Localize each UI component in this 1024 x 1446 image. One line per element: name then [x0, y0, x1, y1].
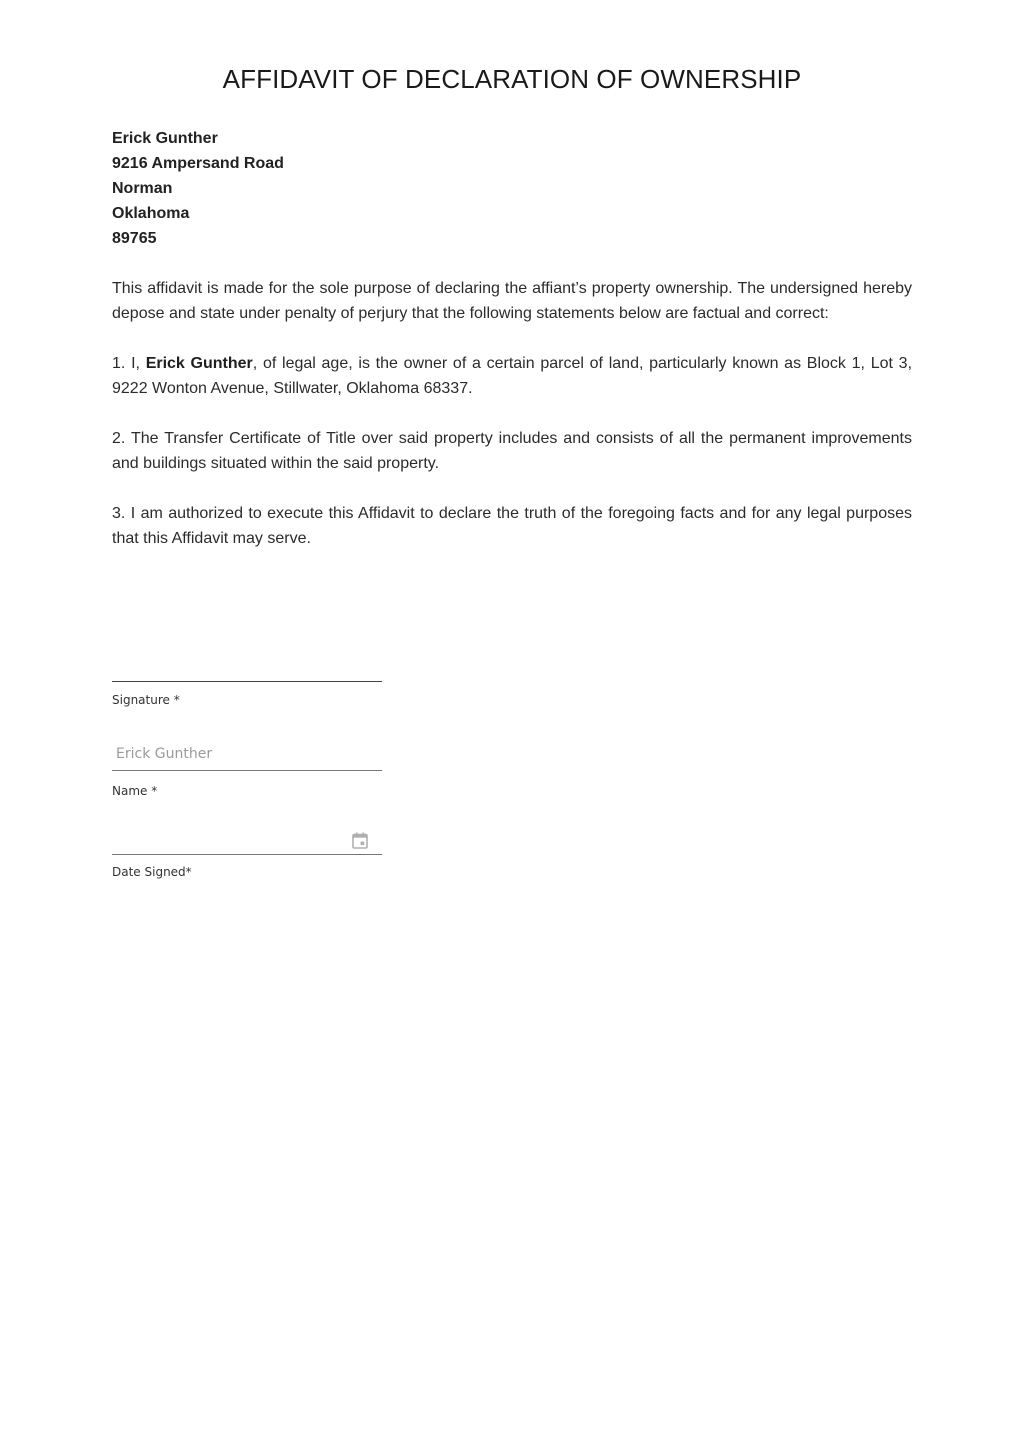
affiant-address-block — [112, 126, 284, 251]
signature-field[interactable] — [112, 681, 382, 682]
statement-1-text: , of legal age, is the owner of a certain parcel of land, particularly known as Block 1, Lot 3, 9222 Wonton Avenue, Stillwater, Oklahoma 68337. — [112, 355, 913, 397]
statement-1-name: Erick Gunther — [145, 355, 253, 372]
statement-2: 2. The Transfer Certificate of Title over said property includes and consists of all the permanent improvements and buildings situated within the said property. — [112, 430, 912, 472]
statement-1 — [112, 351, 912, 401]
affiant-street: 9216 Ampersand Road — [112, 155, 284, 172]
signature-label: Signature * — [112, 693, 180, 707]
date-signed-label: Date Signed* — [112, 865, 192, 879]
affiant-state: Oklahoma — [112, 205, 190, 222]
calendar-icon[interactable] — [352, 832, 368, 849]
statement-3: 3. I am authorized to execute this Affidavit to declare the truth of the foregoing facts and for any legal purposes that this Affidavit may serve. — [112, 505, 912, 547]
affiant-zip: 89765 — [112, 230, 157, 247]
name-label: Name * — [112, 784, 158, 798]
statement-1-prefix: 1. I, — [112, 355, 146, 372]
date-signed-input[interactable] — [112, 823, 382, 855]
name-input[interactable] — [112, 738, 382, 771]
intro-paragraph: This affidavit is made for the sole purpose of declaring the affiant’s property ownership. The undersigned hereby depose and state under penalty of perjury that the following statements below are factual and correct: — [112, 280, 912, 322]
document-title: AFFIDAVIT OF DECLARATION OF OWNERSHIP — [222, 64, 802, 94]
affiant-name: Erick Gunther — [112, 130, 218, 147]
affiant-city: Norman — [112, 180, 173, 197]
